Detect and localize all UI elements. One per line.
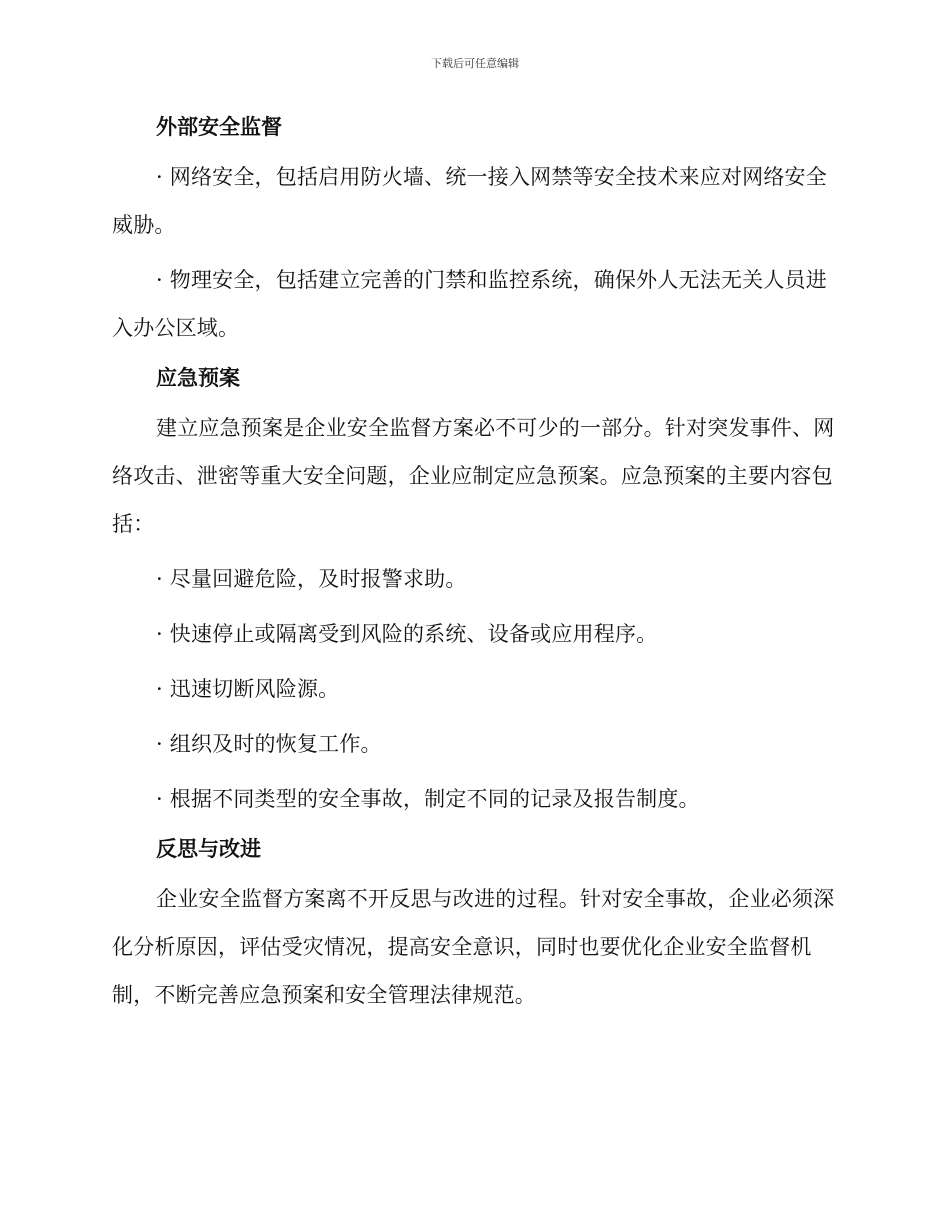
bullet-isolate-systems: · 快速停止或隔离受到风险的系统、设备或应用程序。 bbox=[156, 622, 658, 646]
bullet-avoid-danger: · 尽量回避危险，及时报警求助。 bbox=[156, 567, 467, 591]
paragraph-reflection-body: 企业安全监督方案离不开反思与改进的过程。针对安全事故，企业必须深化分析原因，评估受灾情况，提高安全意识，同时也要优化企业安全监督机制，不断完善应急预案和安全管理法律规范。 bbox=[112, 887, 835, 1007]
header-note: 下载后可任意编辑 bbox=[431, 57, 519, 70]
bullet-network-security: · 网络安全，包括启用防火墙、统一接入网禁等安全技术来应对网络安全威胁。 bbox=[112, 165, 827, 237]
heading-emergency-plan: 应急预案 bbox=[156, 366, 240, 390]
bullet-cut-risk-source: · 迅速切断风险源。 bbox=[156, 677, 340, 701]
bullet-physical-security: · 物理安全，包括建立完善的门禁和监控系统，确保外人无法无关人员进入办公区域。 bbox=[112, 268, 827, 340]
heading-reflection-improvement: 反思与改进 bbox=[156, 837, 261, 861]
document-content bbox=[112, 108, 838, 1019]
heading-external-supervision: 外部安全监督 bbox=[156, 115, 282, 139]
paragraph-emergency-intro: 建立应急预案是企业安全监督方案必不可少的一部分。针对突发事件、网络攻击、泄密等重大安全问题，企业应制定应急预案。应急预案的主要内容包括： bbox=[112, 416, 835, 536]
bullet-recovery-work: · 组织及时的恢复工作。 bbox=[156, 732, 382, 756]
bullet-record-report: · 根据不同类型的安全事故，制定不同的记录及报告制度。 bbox=[156, 787, 700, 811]
